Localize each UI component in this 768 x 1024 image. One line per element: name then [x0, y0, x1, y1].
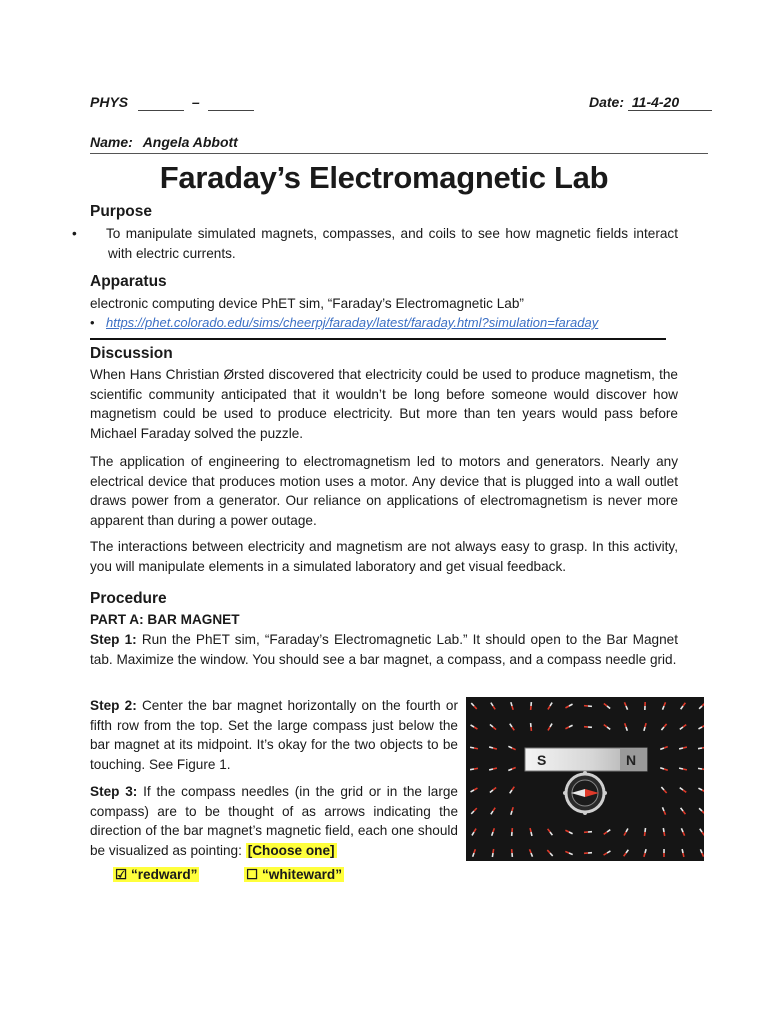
grid-needle-white-half — [510, 790, 512, 793]
grid-needle-white-half — [662, 807, 664, 811]
grid-needle-red-half — [474, 748, 478, 749]
date-value: 11-4-20 — [631, 94, 680, 110]
grid-needle-white-half — [511, 811, 512, 815]
grid-needle-red-half — [512, 787, 514, 790]
grid-needle-white-half — [569, 832, 573, 834]
grid-needle-red-half — [493, 727, 496, 730]
grid-needle-red-half — [474, 788, 477, 790]
grid-needle-white-half — [508, 746, 512, 748]
grid-needle-white-half — [471, 790, 474, 792]
grid-needle-red-half — [530, 849, 531, 853]
grid-needle-red-half — [644, 832, 645, 836]
discussion-paragraph-2: The application of engineering to electromagnetism led to motors and generators. Nearly any electrical device that produces motion uses a motor. Any device that is plugged into a wall outlet draws power from a generator. Our reliance on applications of electromagnetism is never more apparent than during a power outage. — [90, 454, 678, 528]
option-redward[interactable] — [113, 867, 199, 883]
part-a-heading: PART A: BAR MAGNET — [90, 612, 240, 627]
grid-needle-red-half — [565, 830, 569, 832]
grid-needle-white-half — [492, 853, 493, 857]
grid-needle-red-half — [664, 769, 668, 770]
grid-needle-white-half — [569, 853, 573, 855]
grid-needle-red-half — [512, 767, 516, 769]
grid-needle-red-half — [474, 829, 476, 832]
grid-needle-white-half — [698, 748, 702, 749]
grid-needle-white-half — [680, 788, 683, 790]
grid-needle-white-half — [550, 703, 552, 706]
grid-needle-white-half — [662, 706, 664, 710]
grid-needle-red-half — [664, 811, 666, 815]
grid-needle-red-half — [702, 703, 704, 706]
compass-tick — [583, 811, 587, 815]
grid-needle-red-half — [493, 787, 496, 790]
grid-needle-red-half — [604, 704, 607, 706]
grid-needle-white-half — [699, 808, 702, 811]
option-redward-label: ☑ “redward” — [115, 867, 198, 882]
grid-needle-red-half — [683, 832, 685, 836]
compass-tick — [563, 791, 567, 795]
grid-needle-red-half — [565, 727, 569, 729]
grid-needle-red-half — [493, 849, 494, 853]
option-whiteward[interactable] — [244, 867, 344, 883]
grid-needle-white-half — [626, 850, 628, 853]
grid-needle-red-half — [474, 727, 477, 729]
name-value: Angela Abbott — [142, 134, 238, 150]
discussion-paragraph-3: The interactions between electricity and magnetism are not always easy to grasp. In this activity, you will manipulate elements in a simulated laboratory and get visual feedback. — [90, 539, 678, 574]
grid-needle-white-half — [682, 849, 683, 853]
name-label: Name: — [90, 134, 133, 150]
grid-needle-red-half — [548, 727, 550, 730]
date-line — [589, 94, 712, 111]
grid-needle-white-half — [607, 706, 610, 708]
grid-needle-white-half — [681, 808, 683, 811]
grid-needle-white-half — [550, 832, 552, 835]
grid-needle-white-half — [531, 853, 532, 857]
date-field — [628, 94, 712, 111]
bullet-dot: • — [90, 315, 95, 330]
bullet-dot: • — [72, 226, 77, 241]
grid-needle-white-half — [471, 703, 474, 706]
grid-needle-white-half — [491, 703, 493, 706]
grid-needle-white-half — [508, 769, 512, 771]
grid-needle-red-half — [624, 702, 626, 706]
grid-needle-white-half — [660, 768, 664, 769]
grid-needle-white-half — [470, 769, 474, 770]
grid-needle-white-half — [661, 787, 664, 790]
apparatus-link-item — [90, 313, 678, 333]
course-dash: – — [191, 94, 200, 110]
grid-needle-red-half — [683, 853, 684, 857]
south-pole-label: S — [537, 752, 547, 768]
grid-needle-white-half — [663, 828, 664, 832]
grid-needle-white-half — [569, 725, 573, 727]
section-divider — [90, 338, 666, 340]
grid-needle-white-half — [700, 849, 702, 853]
grid-needle-red-half — [565, 706, 569, 708]
purpose-bullet — [72, 224, 678, 263]
grid-needle-red-half — [702, 747, 704, 748]
grid-needle-red-half — [548, 829, 550, 832]
grid-needle-red-half — [702, 853, 704, 857]
step-3-label: Step 3: — [90, 784, 138, 799]
date-label: Date: — [589, 94, 625, 110]
section-field — [208, 94, 254, 111]
purpose-text: To manipulate simulated magnets, compasses, and coils to see how magnetic fields interact with electric currents. — [106, 226, 678, 261]
grid-needle-red-half — [565, 851, 569, 853]
grid-needle-white-half — [699, 706, 702, 709]
grid-needle-white-half — [681, 706, 683, 709]
course-line — [90, 94, 254, 111]
grid-needle-white-half — [626, 706, 628, 710]
grid-needle-red-half — [702, 811, 704, 814]
grid-needle-red-half — [474, 706, 477, 709]
grid-needle-white-half — [607, 851, 610, 853]
grid-needle-red-half — [547, 850, 550, 853]
course-label: PHYS — [90, 94, 129, 110]
grid-needle-red-half — [683, 811, 685, 814]
grid-needle-red-half — [702, 832, 704, 835]
grid-needle-red-half — [702, 790, 704, 792]
step-1-label: Step 1: — [90, 632, 137, 647]
grid-needle-white-half — [607, 727, 610, 729]
grid-needle-white-half — [550, 853, 553, 856]
grid-needle-red-half — [645, 723, 646, 727]
grid-needle-white-half — [700, 829, 702, 832]
grid-needle-red-half — [493, 706, 495, 709]
grid-needle-white-half — [660, 748, 664, 749]
grid-needle-red-half — [474, 768, 478, 769]
grid-needle-white-half — [698, 788, 702, 790]
grid-needle-white-half — [471, 725, 474, 727]
page-title: Faraday’s Electromagnetic Lab — [159, 160, 609, 195]
grid-needle-white-half — [473, 853, 474, 857]
figure-1-simulation — [466, 697, 704, 861]
purpose-heading: Purpose — [90, 203, 153, 220]
grid-needle-white-half — [698, 727, 702, 729]
grid-needle-white-half — [550, 724, 552, 727]
step-2-text: Center the bar magnet horizontally on the fourth or fifth row from the top. Set the large compass just below the bar magnet at its midpoint. It’s okay for the two objects to be touching. See Figure 1. — [90, 698, 458, 772]
grid-needle-red-half — [664, 790, 667, 793]
step-1 — [90, 630, 678, 669]
grid-needle-white-half — [490, 790, 493, 793]
grid-needle-white-half — [645, 849, 646, 853]
grid-needle-white-half — [511, 702, 512, 706]
grid-needle-red-half — [625, 723, 626, 727]
discussion-paragraph-1: When Hans Christian Ørsted discovered that electricity could be used to produce magnetism, the scientific community anticipated that it wouldn’t be long before someone would discover how magnetism could be used to produce electricity. But more than ten years would pass before Michael Faraday solved the puzzle. — [90, 367, 678, 441]
course-number-field — [138, 94, 184, 111]
grid-needle-white-half — [698, 768, 702, 769]
name-underline — [90, 153, 708, 154]
grid-needle-red-half — [604, 725, 607, 727]
apparatus-text: electronic computing device PhET sim, “Faraday’s Electromagnetic Lab” — [90, 296, 524, 311]
grid-needle-red-half — [664, 724, 667, 727]
grid-needle-white-half — [490, 724, 493, 727]
grid-needle-red-half — [624, 832, 626, 835]
grid-needle-white-half — [661, 727, 664, 730]
step-3-text: If the compass needles (in the grid or in the large compass) are to be thought of as arrows indicating the direction of the bar magnet’s magnetic field, each one should be visualized as pointing: — [90, 784, 458, 858]
grid-needle-white-half — [510, 724, 512, 727]
name-line — [90, 134, 238, 150]
grid-needle-white-half — [679, 748, 683, 749]
bar-magnet — [525, 748, 647, 771]
grid-needle-white-half — [679, 768, 683, 769]
option-whiteward-label: ☐ “whiteward” — [246, 867, 343, 882]
grid-needle-white-half — [471, 811, 474, 814]
grid-needle-white-half — [491, 811, 493, 814]
grid-needle-red-half — [493, 808, 495, 811]
grid-needle-red-half — [512, 706, 513, 710]
grid-needle-red-half — [644, 853, 645, 857]
compass-tick — [603, 791, 607, 795]
grid-needle-red-half — [664, 747, 668, 748]
grid-needle-white-half — [569, 704, 573, 706]
grid-needle-red-half — [624, 853, 626, 856]
compass-tick — [583, 771, 587, 775]
choose-one-highlight: [Choose one] — [247, 842, 335, 858]
grid-needle-white-half — [489, 747, 493, 748]
grid-needle-red-half — [493, 748, 497, 749]
grid-needle-red-half — [512, 748, 516, 750]
north-pole-label: N — [626, 752, 637, 768]
step-1-text: Run the PhET sim, “Faraday’s Electromagnetic Lab.” It should open to the Bar Magnet tab. Maximize the window. You should see a bar magnet, a compass, and a compass needle grid. — [90, 632, 679, 667]
grid-needle-white-half — [472, 832, 474, 835]
grid-needle-white-half — [644, 727, 645, 731]
grid-needle-white-half — [626, 727, 627, 731]
grid-needle-red-half — [512, 727, 514, 730]
grid-needle-red-half — [683, 790, 686, 792]
grid-needle-red-half — [702, 769, 704, 770]
procedure-heading: Procedure — [90, 590, 167, 607]
large-compass — [563, 771, 607, 815]
grid-needle-red-half — [604, 832, 607, 834]
grid-needle-white-half — [626, 829, 628, 832]
grid-needle-white-half — [607, 830, 610, 832]
grid-needle-white-half — [681, 828, 683, 832]
grid-needle-red-half — [474, 849, 475, 853]
phet-link[interactable]: https://phet.colorado.edu/sims/cheerpj/faraday/latest/faraday.html?simulation=faraday — [106, 315, 599, 330]
grid-needle-white-half — [470, 747, 474, 748]
compass-field-svg — [466, 697, 704, 861]
grid-needle-red-half — [683, 725, 686, 727]
grid-needle-white-half — [531, 832, 532, 836]
grid-needle-red-half — [683, 769, 687, 770]
grid-needle-red-half — [493, 768, 497, 769]
grid-needle-red-half — [702, 725, 704, 727]
grid-needle-red-half — [548, 706, 550, 709]
discussion-heading: Discussion — [90, 345, 173, 362]
grid-needle-red-half — [664, 702, 666, 706]
grid-needle-red-half — [512, 807, 513, 811]
grid-needle-red-half — [604, 853, 607, 855]
step-2 — [90, 696, 458, 774]
grid-needle-red-half — [683, 703, 685, 706]
grid-needle-red-half — [664, 832, 665, 836]
grid-needle-white-half — [492, 832, 493, 836]
grid-needle-red-half — [530, 828, 531, 832]
grid-needle-white-half — [489, 769, 493, 770]
grid-needle-white-half — [680, 727, 683, 729]
grid-needle-red-half — [474, 808, 477, 811]
apparatus-heading: Apparatus — [90, 273, 167, 290]
grid-needle-white-half — [645, 828, 646, 832]
grid-needle-red-half — [493, 828, 494, 832]
step-2-label: Step 2: — [90, 698, 137, 713]
step-3 — [90, 782, 458, 860]
grid-needle-red-half — [683, 747, 687, 748]
